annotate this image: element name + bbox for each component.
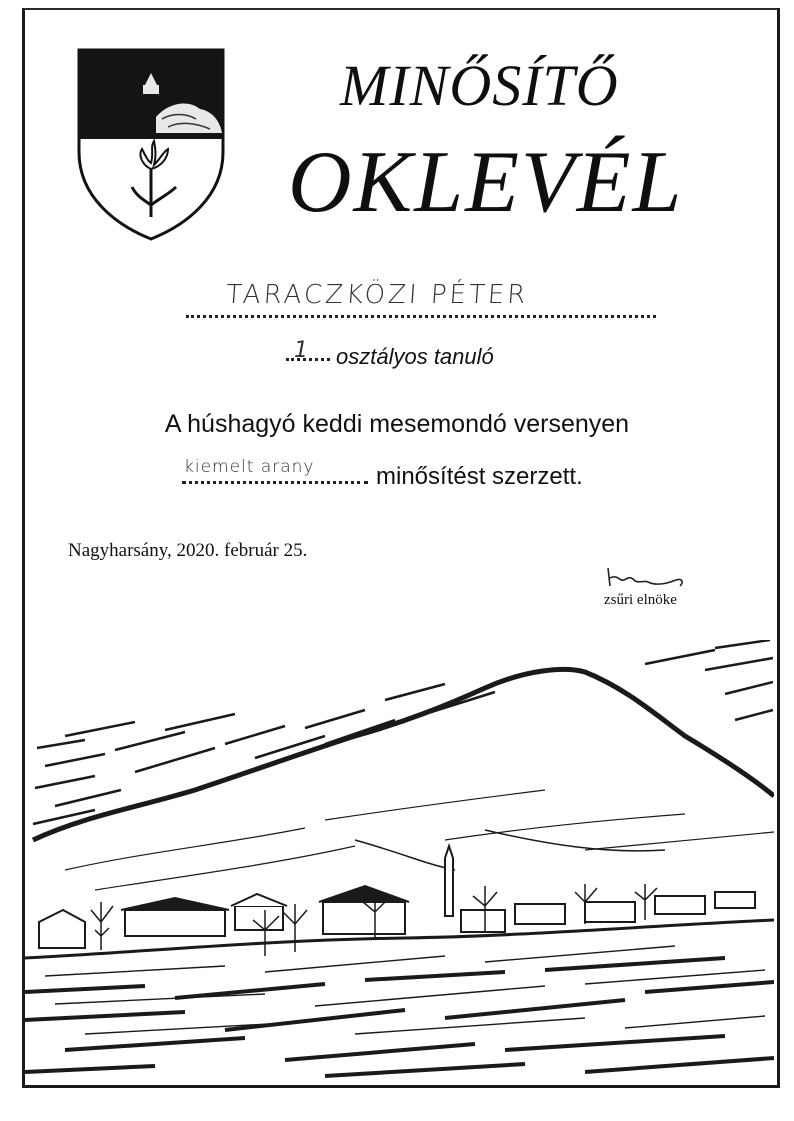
class-grade: 1: [294, 338, 308, 363]
competition-line: A húshagyó keddi mesemondó versenyen: [164, 410, 630, 438]
signature-icon: [604, 564, 688, 592]
recipient-name: TARACZKÖZI PÉTER: [224, 280, 530, 310]
class-field: [286, 340, 586, 376]
village-mountain-landscape-icon: [25, 640, 774, 1081]
rating-field: [182, 455, 642, 495]
rating-label: minősítést szerzett.: [376, 463, 583, 490]
class-label: osztályos tanuló: [336, 344, 494, 369]
dotted-line: [182, 481, 368, 484]
dotted-line: [286, 358, 330, 361]
jury-role: zsűri elnöke: [604, 592, 677, 608]
dotted-line: [186, 315, 656, 318]
recipient-name-field: [186, 278, 656, 322]
diploma-title-line2: OKLEVÉL: [288, 134, 684, 231]
place-date: Nagyharsány, 2020. február 25.: [68, 540, 308, 561]
diploma-title-line1: MINŐSÍTŐ: [340, 53, 619, 118]
coat-of-arms-icon: [76, 47, 226, 242]
rating-value: kiemelt arany: [184, 457, 315, 477]
